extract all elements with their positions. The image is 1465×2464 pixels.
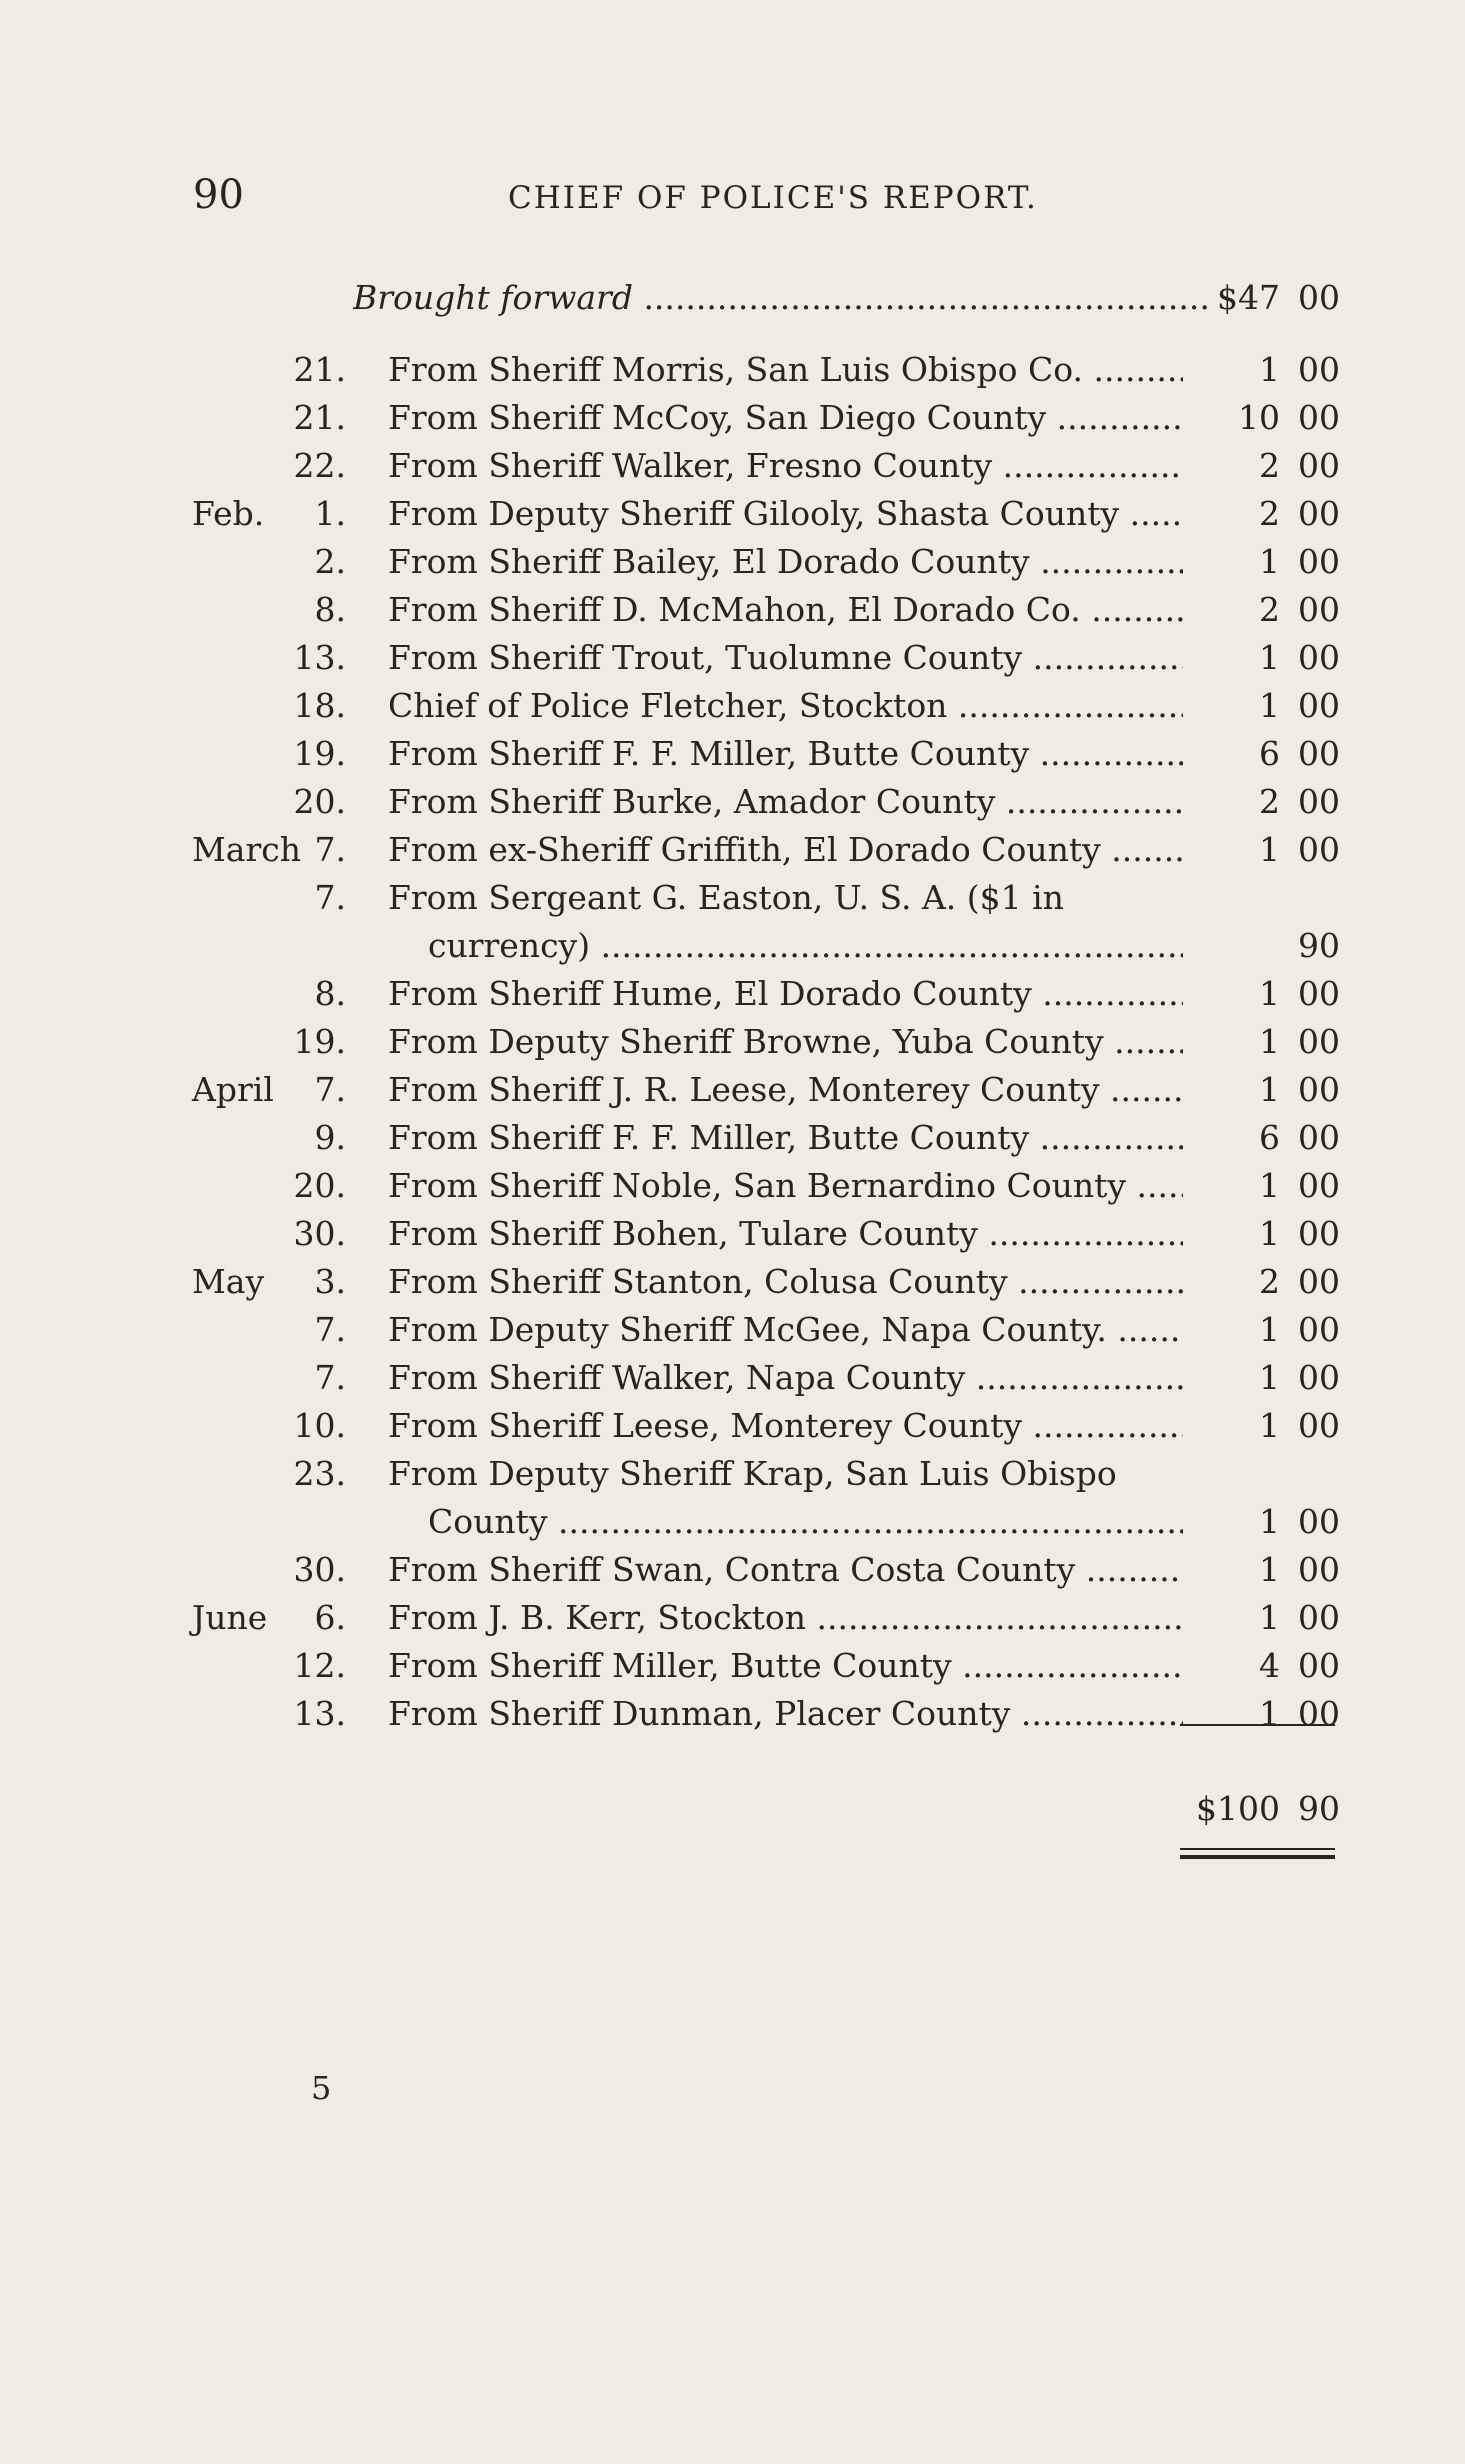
entry-description: From Sheriff Bailey, El Dorado County ..... bbox=[388, 538, 1183, 586]
entry-cents: 00 bbox=[1298, 1214, 1340, 1253]
ledger-row bbox=[0, 1162, 1465, 1210]
entry-description: From Sheriff Morris, San Luis Obispo Co. ..... bbox=[388, 346, 1183, 394]
entry-description: From Sheriff D. McMahon, El Dorado Co. ..... bbox=[388, 586, 1183, 634]
entry-description: From Sheriff Burke, Amador County ..... bbox=[388, 778, 1183, 826]
ledger-row bbox=[0, 1402, 1465, 1450]
entry-dollars: 2 bbox=[1259, 782, 1280, 821]
entry-month: Feb. bbox=[192, 494, 265, 533]
entry-dollars: 1 bbox=[1259, 830, 1280, 869]
entry-cents: 00 bbox=[1298, 1022, 1340, 1061]
entry-cents: 00 bbox=[1298, 1406, 1340, 1445]
ledger-row bbox=[0, 1258, 1465, 1306]
double-rule-bottom bbox=[1180, 1855, 1335, 1859]
entry-cents: 00 bbox=[1298, 974, 1340, 1013]
entry-month: April bbox=[192, 1070, 274, 1109]
entry-description: Chief of Police Fletcher, Stockton ..... bbox=[388, 682, 1183, 730]
brought-forward-dollars: $47 bbox=[1217, 278, 1280, 317]
entry-day: 1. bbox=[314, 494, 346, 533]
ledger-row bbox=[0, 442, 1465, 490]
entry-dollars: 1 bbox=[1259, 1166, 1280, 1205]
ledger-row bbox=[0, 778, 1465, 826]
entry-day: 30. bbox=[293, 1214, 346, 1253]
entry-cents: 00 bbox=[1298, 494, 1340, 533]
entry-dollars: 1 bbox=[1259, 1070, 1280, 1109]
entry-dollars: 1 bbox=[1259, 1694, 1280, 1733]
entry-description: From Deputy Sheriff Browne, Yuba County ..... bbox=[388, 1018, 1183, 1066]
entry-description: From Sheriff McCoy, San Diego County ..... bbox=[388, 394, 1183, 442]
entry-month: June bbox=[192, 1598, 268, 1637]
ledger-row bbox=[0, 730, 1465, 778]
entry-cents: 00 bbox=[1298, 1646, 1340, 1685]
ledger-row bbox=[0, 1306, 1465, 1354]
entry-description: From Sheriff Dunman, Placer County ..... bbox=[388, 1690, 1183, 1738]
entry-day: 20. bbox=[293, 1166, 346, 1205]
page-title: CHIEF OF POLICE'S REPORT. bbox=[508, 180, 1038, 216]
entry-day: 2. bbox=[314, 542, 346, 581]
entry-day: 9. bbox=[314, 1118, 346, 1157]
entry-day: 13. bbox=[293, 638, 346, 677]
ledger-row-continuation bbox=[0, 1498, 1465, 1546]
entry-dollars: 2 bbox=[1259, 590, 1280, 629]
ledger-row bbox=[0, 1114, 1465, 1162]
entry-description: From ex-Sheriff Griffith, El Dorado County ..... bbox=[388, 826, 1183, 874]
entry-cents: 00 bbox=[1298, 830, 1340, 869]
entry-description: From Sheriff J. R. Leese, Monterey County ..... bbox=[388, 1066, 1183, 1114]
entry-cents: 00 bbox=[1298, 734, 1340, 773]
ledger-row-continuation bbox=[0, 922, 1465, 970]
entry-description: From Sheriff F. F. Miller, Butte County ..... bbox=[388, 730, 1183, 778]
entry-dollars: 1 bbox=[1259, 1214, 1280, 1253]
entry-day: 22. bbox=[293, 446, 346, 485]
entry-dollars: 4 bbox=[1259, 1646, 1280, 1685]
entry-description: From Sheriff Bohen, Tulare County ..... bbox=[388, 1210, 1183, 1258]
entry-day: 13. bbox=[293, 1694, 346, 1733]
ledger-entries bbox=[0, 346, 1465, 1738]
total-cents: 90 bbox=[1298, 1789, 1340, 1828]
entry-cents: 00 bbox=[1298, 1502, 1340, 1541]
ledger-row bbox=[0, 682, 1465, 730]
entry-day: 23. bbox=[293, 1454, 346, 1493]
entry-cents: 00 bbox=[1298, 686, 1340, 725]
entry-cents: 00 bbox=[1298, 1262, 1340, 1301]
ledger-row bbox=[0, 1018, 1465, 1066]
entry-dollars: 1 bbox=[1259, 350, 1280, 389]
entry-dollars: 6 bbox=[1259, 734, 1280, 773]
ledger-row bbox=[0, 1690, 1465, 1738]
entry-cents: 00 bbox=[1298, 1550, 1340, 1589]
total-dollars: $100 bbox=[1196, 1789, 1280, 1828]
entry-day: 19. bbox=[293, 734, 346, 773]
entry-dollars: 10 bbox=[1238, 398, 1280, 437]
entry-day: 21. bbox=[293, 350, 346, 389]
entry-dollars: 2 bbox=[1259, 494, 1280, 533]
entry-day: 12. bbox=[293, 1646, 346, 1685]
entry-day: 19. bbox=[293, 1022, 346, 1061]
entry-description: From Sheriff Swan, Contra Costa County ..... bbox=[388, 1546, 1183, 1594]
entry-cents: 90 bbox=[1298, 926, 1340, 965]
entry-cents: 00 bbox=[1298, 1694, 1340, 1733]
entry-day: 7. bbox=[314, 1310, 346, 1349]
entry-cents: 00 bbox=[1298, 1598, 1340, 1637]
entry-dollars: 1 bbox=[1259, 1502, 1280, 1541]
entry-cents: 00 bbox=[1298, 350, 1340, 389]
entry-cents: 00 bbox=[1298, 638, 1340, 677]
ledger-row bbox=[0, 1066, 1465, 1114]
entry-day: 8. bbox=[314, 974, 346, 1013]
entry-cents: 00 bbox=[1298, 542, 1340, 581]
entry-dollars: 1 bbox=[1259, 1550, 1280, 1589]
entry-day: 10. bbox=[293, 1406, 346, 1445]
ledger-row bbox=[0, 1450, 1465, 1498]
ledger-row bbox=[0, 346, 1465, 394]
entry-description: From Deputy Sheriff McGee, Napa County. ..... bbox=[388, 1306, 1183, 1354]
entry-day: 21. bbox=[293, 398, 346, 437]
brought-forward-label: Brought forward ..... bbox=[353, 278, 1208, 317]
entry-dollars: 1 bbox=[1259, 974, 1280, 1013]
entry-dollars: 2 bbox=[1259, 446, 1280, 485]
entry-day: 3. bbox=[314, 1262, 346, 1301]
entry-cents: 00 bbox=[1298, 446, 1340, 485]
entry-day: 6. bbox=[314, 1598, 346, 1637]
entry-dollars: 1 bbox=[1259, 638, 1280, 677]
entry-dollars: 1 bbox=[1259, 1022, 1280, 1061]
entry-day: 7. bbox=[314, 830, 346, 869]
entry-description: From Sheriff Stanton, Colusa County ..... bbox=[388, 1258, 1183, 1306]
ledger-row bbox=[0, 1594, 1465, 1642]
entry-day: 20. bbox=[293, 782, 346, 821]
entry-description: From Deputy Sheriff Krap, San Luis Obispo bbox=[388, 1454, 1117, 1493]
entry-month: March bbox=[192, 830, 301, 869]
ledger-row bbox=[0, 826, 1465, 874]
entry-description: From Sergeant G. Easton, U. S. A. ($1 in bbox=[388, 878, 1064, 917]
entry-cents: 00 bbox=[1298, 1118, 1340, 1157]
ledger-row bbox=[0, 1546, 1465, 1594]
ledger-row bbox=[0, 874, 1465, 922]
ledger-row bbox=[0, 970, 1465, 1018]
ledger-row bbox=[0, 490, 1465, 538]
entry-dollars: 1 bbox=[1259, 686, 1280, 725]
entry-cents: 00 bbox=[1298, 1070, 1340, 1109]
entry-dollars: 2 bbox=[1259, 1262, 1280, 1301]
page-number: 90 bbox=[193, 172, 244, 218]
entry-day: 7. bbox=[314, 1358, 346, 1397]
ledger-row bbox=[0, 1354, 1465, 1402]
entry-month: May bbox=[192, 1262, 265, 1301]
ledger-row bbox=[0, 586, 1465, 634]
ledger-row bbox=[0, 1210, 1465, 1258]
entry-description: From Sheriff Miller, Butte County ..... bbox=[388, 1642, 1183, 1690]
entry-day: 8. bbox=[314, 590, 346, 629]
entry-description: From Deputy Sheriff Gilooly, Shasta County ..... bbox=[388, 490, 1183, 538]
entry-dollars: 1 bbox=[1259, 1598, 1280, 1637]
total-rule bbox=[1180, 1724, 1335, 1726]
entry-description: From Sheriff Walker, Fresno County ..... bbox=[388, 442, 1183, 490]
entry-dollars: 1 bbox=[1259, 1406, 1280, 1445]
double-rule-top bbox=[1180, 1848, 1335, 1850]
entry-day: 30. bbox=[293, 1550, 346, 1589]
entry-cents: 00 bbox=[1298, 398, 1340, 437]
entry-dollars: 1 bbox=[1259, 542, 1280, 581]
entry-description: currency) ..... bbox=[428, 922, 1183, 970]
entry-cents: 00 bbox=[1298, 1166, 1340, 1205]
entry-cents: 00 bbox=[1298, 590, 1340, 629]
entry-description: From Sheriff Hume, El Dorado County ..... bbox=[388, 970, 1183, 1018]
entry-dollars: 1 bbox=[1259, 1358, 1280, 1397]
signature-mark: 5 bbox=[311, 2069, 332, 2107]
ledger-row bbox=[0, 634, 1465, 682]
brought-forward-cents: 00 bbox=[1298, 278, 1340, 317]
entry-day: 7. bbox=[314, 1070, 346, 1109]
entry-dollars: 1 bbox=[1259, 1310, 1280, 1349]
entry-cents: 00 bbox=[1298, 1310, 1340, 1349]
entry-description: From Sheriff F. F. Miller, Butte County ..... bbox=[388, 1114, 1183, 1162]
entry-description: From J. B. Kerr, Stockton ..... bbox=[388, 1594, 1183, 1642]
entry-description: County ..... bbox=[428, 1498, 1183, 1546]
ledger-row bbox=[0, 538, 1465, 586]
ledger-row bbox=[0, 394, 1465, 442]
entry-day: 7. bbox=[314, 878, 346, 917]
entry-cents: 00 bbox=[1298, 1358, 1340, 1397]
entry-description: From Sheriff Trout, Tuolumne County ..... bbox=[388, 634, 1183, 682]
entry-cents: 00 bbox=[1298, 782, 1340, 821]
entry-day: 18. bbox=[293, 686, 346, 725]
entry-description: From Sheriff Noble, San Bernardino County ..... bbox=[388, 1162, 1183, 1210]
ledger-row bbox=[0, 1642, 1465, 1690]
entry-description: From Sheriff Walker, Napa County ..... bbox=[388, 1354, 1183, 1402]
entry-description: From Sheriff Leese, Monterey County ..... bbox=[388, 1402, 1183, 1450]
entry-dollars: 6 bbox=[1259, 1118, 1280, 1157]
